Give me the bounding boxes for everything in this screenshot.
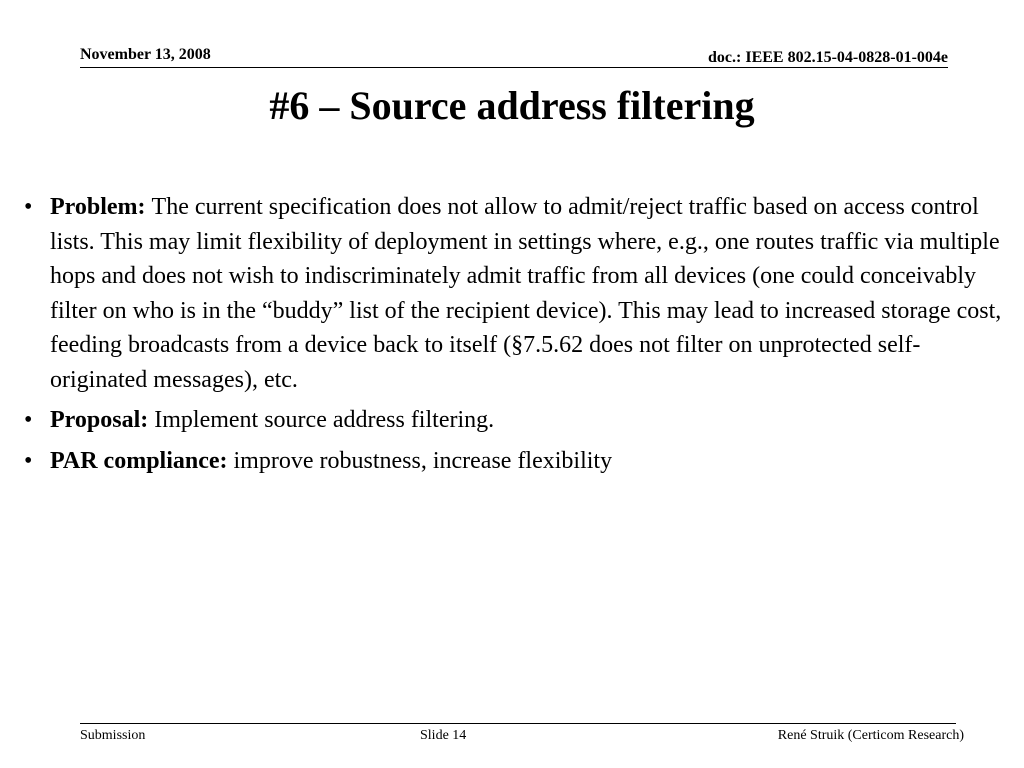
bullet-item-proposal: [24, 403, 1014, 438]
bullet-heading: PAR compliance:: [50, 447, 234, 474]
footer-rule: [80, 723, 956, 724]
header-date: November 13, 2008: [80, 46, 211, 63]
slide-title: #6 – Source address filtering: [269, 83, 755, 128]
bullet-marker: •: [24, 407, 33, 433]
bullet-text: Implement source address filtering.: [154, 407, 495, 433]
bullet-item-problem: [24, 190, 1014, 397]
bullet-heading: Problem:: [50, 194, 152, 220]
header-doc-id: doc.: IEEE 802.15-04-0828-01-004e: [708, 49, 948, 66]
bullet-heading: Proposal:: [50, 407, 155, 433]
bullet-marker: •: [24, 447, 33, 474]
footer-slide-number: Slide 14: [420, 728, 467, 743]
header-rule: [80, 67, 948, 68]
bullet-text: improve robustness, increase flexibility: [233, 447, 613, 474]
bullet-marker: •: [24, 194, 33, 220]
bullet-list: [24, 190, 1014, 484]
footer-author: René Struik (Certicom Research): [777, 728, 964, 743]
bullet-item-par-compliance: [24, 444, 1014, 479]
bullet-text: The current specification does not allow to admit/reject traffic based on access control lists. This may limit flexibility of deployment in settings where, e.g., one routes traffic via multiple hops and does not wish to indiscriminately admit traffic from all devices (one could conceivably filter on who is in the “buddy” list of the recipient device). This may lead to increased storage cost, feeding broadcasts from a device back to itself (§7.5.62 does not filter on unprotected self-originated messages), etc.: [50, 194, 1002, 393]
footer-submission: Submission: [80, 728, 146, 743]
